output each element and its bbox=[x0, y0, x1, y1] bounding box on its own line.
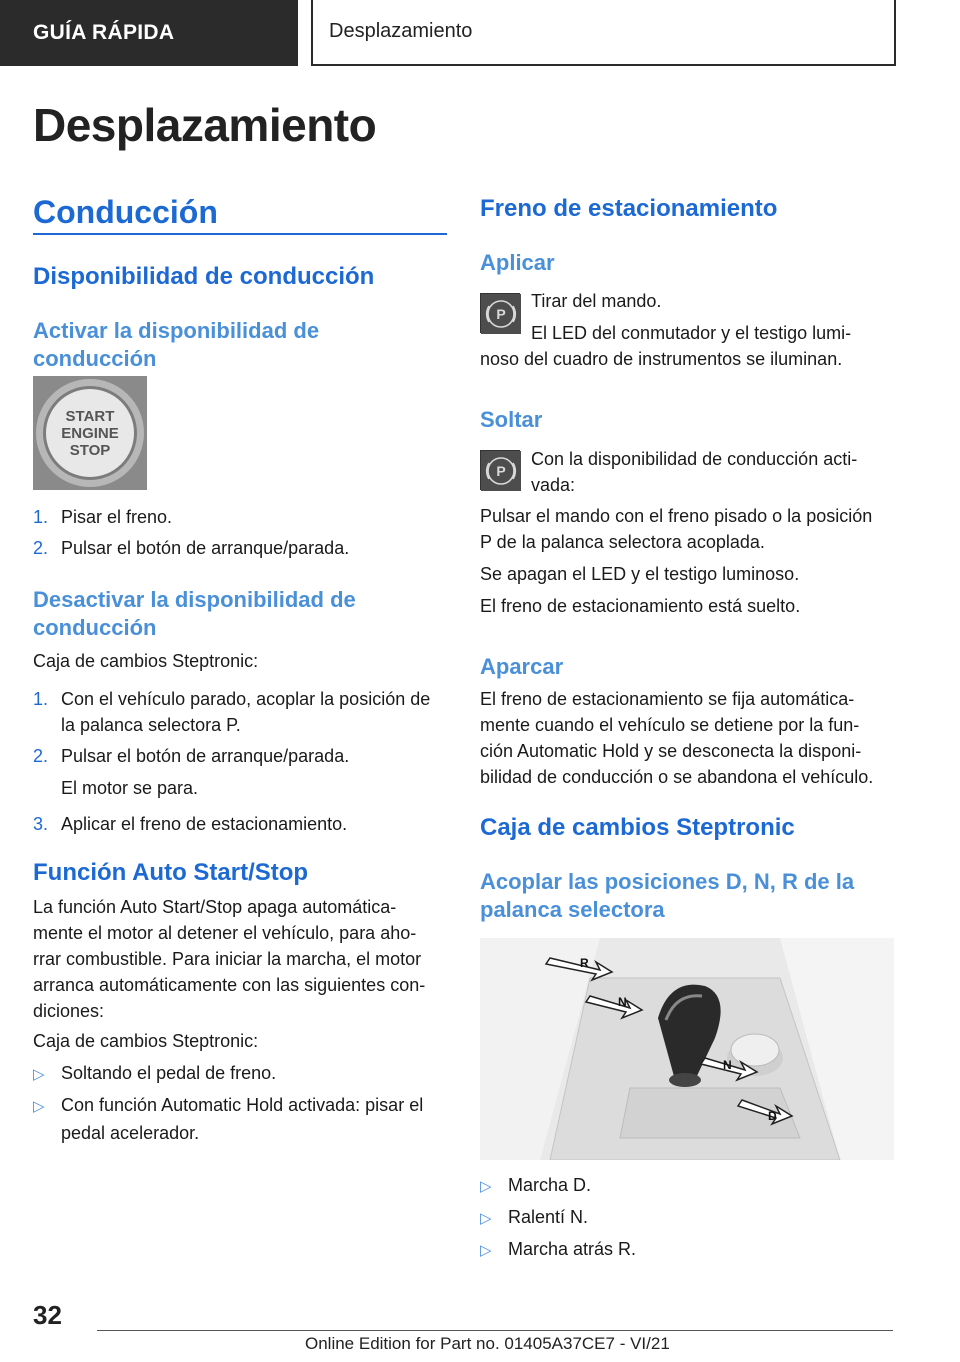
svg-text:N: N bbox=[723, 1058, 732, 1072]
svg-text:R: R bbox=[580, 956, 589, 970]
triangle-bullet-icon: ▷ bbox=[33, 1098, 45, 1115]
start-engine-stop-icon bbox=[33, 376, 147, 490]
list-item: 3. Aplicar el freno de estacionamiento. bbox=[33, 814, 348, 834]
section-heading-conduccion: Conducción bbox=[33, 194, 218, 230]
step-note: El motor se para. bbox=[61, 778, 199, 798]
svg-text:N: N bbox=[618, 995, 627, 1009]
auto-start-stop-paragraph: La función Auto Start/Stop apaga automática- mente el motor al detener el vehículo, para aho- rrar combustible. Para iniciar la marcha, el motor arranca automáticamente con las siguientes con- diciones: bbox=[33, 897, 426, 1021]
triangle-bullet-icon: ▷ bbox=[480, 1210, 492, 1227]
triangle-bullet-icon: ▷ bbox=[480, 1242, 492, 1259]
aplicar-line3: noso del cuadro de instrumentos se iluminan. bbox=[480, 349, 843, 369]
svg-text:D: D bbox=[768, 1109, 777, 1123]
page-header bbox=[0, 0, 960, 66]
heading-auto-start-stop: Función Auto Start/Stop bbox=[33, 859, 309, 886]
list-item: 2. Pulsar el botón de arranque/parada. bbox=[33, 746, 350, 766]
footer-edition: Online Edition for Part no. 01405A37CE7 - VI/21 bbox=[305, 1334, 670, 1353]
subsection-heading-disponibilidad: Disponibilidad de conducción bbox=[33, 263, 375, 290]
heading-freno-estacionamiento: Freno de estacionamiento bbox=[480, 195, 778, 222]
section-tab: GUÍA RÁPIDA bbox=[0, 0, 298, 66]
svg-text:P: P bbox=[496, 306, 506, 322]
aplicar-line2: El LED del conmutador y el testigo lumi- bbox=[531, 323, 852, 343]
footer-divider bbox=[97, 1330, 893, 1331]
heading-desactivar: Desactivar la disponibilidad de conducción bbox=[33, 587, 356, 640]
svg-text:START: START bbox=[65, 408, 115, 425]
gear-selector-image bbox=[480, 938, 894, 1160]
list-item: ▷ Marcha atrás R. bbox=[480, 1236, 894, 1264]
heading-caja-steptronic: Caja de cambios Steptronic bbox=[480, 814, 795, 841]
list-item: 1. Pisar el freno. bbox=[33, 507, 173, 527]
heading-soltar: Soltar bbox=[480, 407, 543, 432]
heading-acoplar-posiciones: Acoplar las posiciones D, N, R de la palanca selectora bbox=[480, 869, 855, 922]
heading-aparcar: Aparcar bbox=[480, 654, 564, 679]
list-item: ▷ Con función Automatic Hold activada: pisar el pedal acelerador. bbox=[33, 1095, 424, 1143]
list-item: ▷ Soltando el pedal de freno. bbox=[33, 1060, 447, 1088]
aplicar-line1: Tirar del mando. bbox=[531, 291, 662, 311]
soltar-line2: vada: bbox=[531, 475, 576, 495]
list-item: ▷ Marcha D. bbox=[480, 1172, 894, 1200]
svg-text:P: P bbox=[496, 463, 506, 479]
parking-brake-icon bbox=[480, 293, 520, 333]
list-item: 2. Pulsar el botón de arranque/parada. bbox=[33, 538, 350, 558]
aparcar-paragraph: El freno de estacionamiento se fija automática- mente cuando el vehículo se detiene por la fun- ción Automatic Hold y se desconecta la disponi- bilidad de conducción o se abandona el vehículo. bbox=[480, 689, 874, 787]
section-divider bbox=[33, 233, 447, 235]
start-stop-button-image bbox=[33, 376, 147, 490]
desactivar-intro: Caja de cambios Steptronic: bbox=[33, 651, 259, 671]
triangle-bullet-icon: ▷ bbox=[33, 1066, 45, 1083]
list-item: ▷ Ralentí N. bbox=[480, 1204, 894, 1232]
triangle-bullet-icon: ▷ bbox=[480, 1178, 492, 1195]
chapter-tab: Desplazamiento bbox=[311, 0, 896, 66]
gear-lever-illustration-icon bbox=[480, 938, 894, 1160]
heading-aplicar: Aplicar bbox=[480, 250, 555, 275]
heading-activar: Activar la disponibilidad de conducción bbox=[33, 318, 320, 371]
svg-text:STOP: STOP bbox=[69, 442, 111, 459]
soltar-p2: Se apagan el LED y el testigo luminoso. bbox=[480, 564, 800, 584]
soltar-paragraph: Pulsar el mando con el freno pisado o la posición P de la palanca selectora acoplada. bbox=[480, 506, 873, 552]
soltar-p3: El freno de estacionamiento está suelto. bbox=[480, 596, 801, 616]
auto-start-intro: Caja de cambios Steptronic: bbox=[33, 1031, 259, 1051]
soltar-line1: Con la disponibilidad de conducción acti- bbox=[531, 449, 858, 469]
parking-brake-icon bbox=[480, 450, 520, 490]
list-item: 1. Con el vehículo parado, acoplar la posición de la palanca selectora P. bbox=[33, 689, 431, 735]
page-title: Desplazamiento bbox=[33, 99, 377, 151]
page-number: 32 bbox=[33, 1300, 62, 1330]
svg-text:ENGINE: ENGINE bbox=[61, 425, 119, 442]
